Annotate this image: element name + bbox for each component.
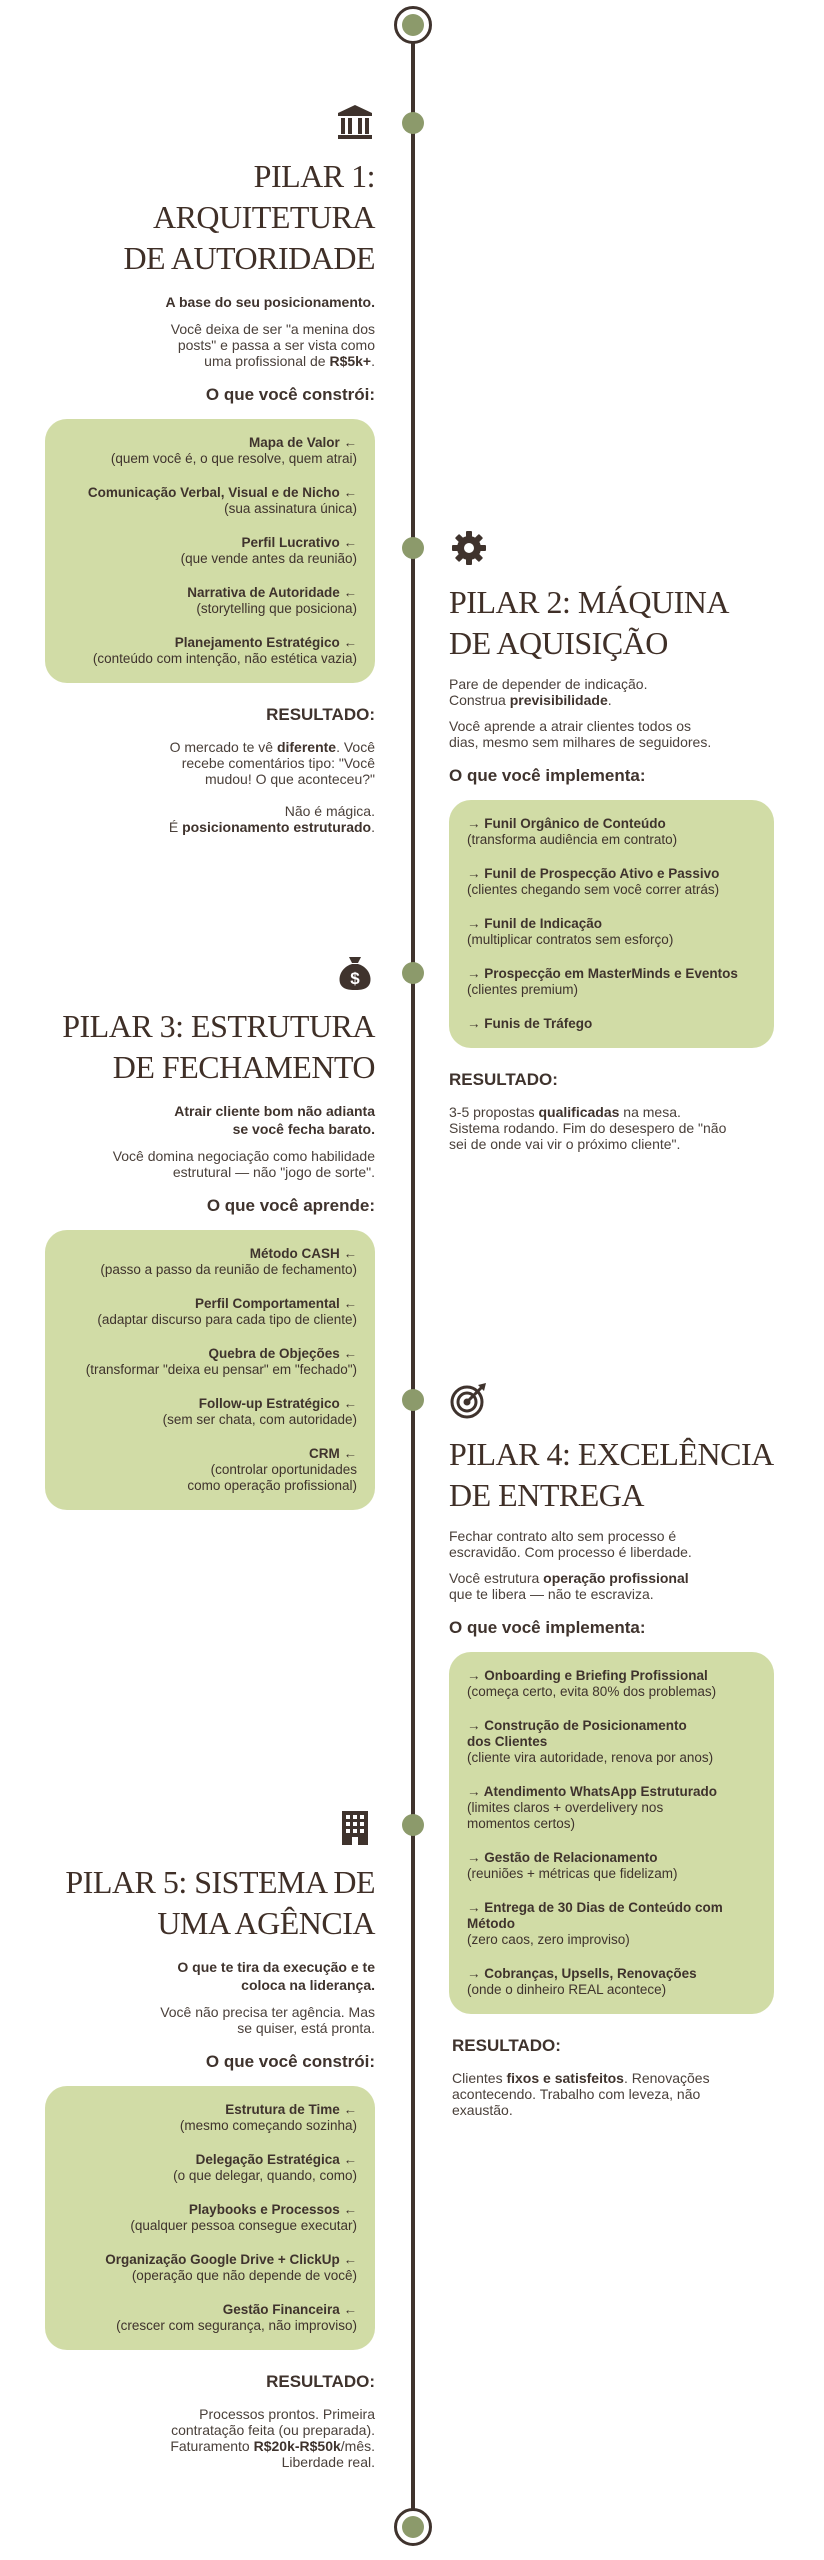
pillar-3-items-box	[45, 1230, 375, 1510]
item-name: → Prospecção em MasterMinds e Eventos	[467, 966, 738, 981]
pillar-1-title-line1: PILAR 1: ARQUITETURA	[152, 158, 375, 235]
pillar-5-title-line1: PILAR 5: SISTEMA DE	[65, 1864, 375, 1900]
item-name: → Entrega de 30 Dias de Conteúdo com Método	[467, 1900, 723, 1931]
pillar-4-title	[449, 1434, 774, 1516]
item-desc: (sem ser chata, com autoridade)	[162, 1412, 357, 1427]
item-desc: (transformar "deixa eu pensar" em "fechado")	[85, 1362, 357, 1377]
pillar-4-items-box	[449, 1652, 774, 2014]
item-name: → Funil de Prospecção Ativo e Passivo	[467, 866, 720, 881]
pillar-2-title-line1: PILAR 2: MÁQUINA	[449, 584, 729, 620]
list-item	[467, 1718, 756, 1766]
item-name: Planejamento Estratégico ←	[174, 635, 357, 650]
pillar-2-description-2: Você aprende a atrair clientes todos os dias, mesmo sem milhares de seguidores.	[449, 718, 712, 750]
money-bag-icon	[335, 952, 375, 992]
pillar-4-title-line2: DE ENTREGA	[449, 1477, 644, 1513]
bank-building-icon	[335, 102, 375, 142]
item-name: Método CASH ←	[249, 1246, 357, 1261]
pillar-3-subtitle: Atrair cliente bom não adianta se você fecha barato.	[174, 1103, 375, 1137]
desc-text: .	[607, 692, 612, 708]
pillar-1-result-text-2	[45, 803, 375, 835]
list-item	[63, 2202, 357, 2234]
item-name: → Funis de Tráfego	[467, 1016, 593, 1031]
pillar-5-description: Você não precisa ter agência. Mas se quiser, está pronta.	[160, 2004, 375, 2036]
item-name: Quebra de Objeções ←	[208, 1346, 357, 1361]
pillar-2	[449, 528, 774, 1152]
item-name: → Atendimento WhatsApp Estruturado	[467, 1784, 717, 1799]
item-name: → Construção de Posicionamento dos Clientes	[467, 1718, 687, 1749]
list-item	[63, 1396, 357, 1428]
item-name: Delegação Estratégica ←	[195, 2152, 357, 2167]
svg-text:$: $	[350, 969, 360, 988]
item-desc: (zero caos, zero improviso)	[467, 1932, 630, 1947]
item-desc: (storytelling que posiciona)	[196, 601, 357, 616]
office-building-icon	[335, 1808, 375, 1848]
pillar-1-title	[45, 156, 375, 279]
result-text: É	[168, 819, 183, 835]
result-text: na mesa. Sistema rodando. Fim do desespero de "não sei de onde vai vir o próximo cliente".	[449, 1104, 727, 1152]
pillar-4-description-1: Fechar contrato alto sem processo é escravidão. Com processo é liberdade.	[449, 1528, 692, 1560]
item-desc: (clientes premium)	[467, 982, 579, 997]
item-desc: (que vende antes da reunião)	[180, 551, 357, 566]
list-item	[63, 2302, 357, 2334]
item-name: Playbooks e Processos ←	[188, 2202, 357, 2217]
pillar-1-desc-price: R$5k+	[329, 353, 372, 369]
item-desc: (sua assinatura única)	[224, 501, 357, 516]
pillar-3	[45, 952, 375, 1510]
result-text: . Renovações acontecendo. Trabalho com leveza, não exaustão.	[452, 2070, 710, 2118]
pillar-4-result-heading: RESULTADO:	[452, 2036, 561, 2055]
item-name: Perfil Comportamental ←	[194, 1296, 357, 1311]
item-desc: (começa certo, evita 80% dos problemas)	[467, 1684, 717, 1699]
pillar-1-result-text-1	[45, 739, 375, 787]
item-desc: (limites claros + overdelivery nos momentos certos)	[467, 1800, 664, 1831]
pillar-1-description	[45, 321, 375, 369]
list-item	[467, 916, 756, 948]
timeline-dot-pillar4	[402, 1389, 424, 1411]
item-desc: (o que delegar, quando, como)	[173, 2168, 357, 2183]
timeline-dot-pillar1	[402, 112, 424, 134]
pillar-3-title-line1: PILAR 3: ESTRUTURA	[62, 1008, 375, 1044]
list-item	[467, 1016, 756, 1032]
item-desc: (cliente vira autoridade, renova por anos)	[467, 1750, 714, 1765]
item-desc: (qualquer pessoa consegue executar)	[130, 2218, 357, 2233]
item-desc: (controlar oportunidades como operação profissional)	[187, 1462, 357, 1493]
pillar-1-desc-end: .	[371, 353, 375, 369]
pillar-3-section-heading: O que você aprende:	[206, 1196, 375, 1215]
pillar-2-title	[449, 582, 774, 664]
item-desc: (operação que não depende de você)	[131, 2268, 357, 2283]
list-item	[63, 1246, 357, 1278]
timeline-dot-pillar3	[402, 962, 424, 984]
list-item	[467, 816, 756, 848]
timeline-dot-pillar5	[402, 1814, 424, 1836]
item-name: → Gestão de Relacionamento	[467, 1850, 658, 1865]
result-highlight: posicionamento estruturado	[182, 819, 372, 835]
item-desc: (onde o dinheiro REAL acontece)	[467, 1982, 667, 1997]
timeline-line	[411, 24, 415, 2526]
pillar-5-result-heading: RESULTADO:	[266, 2372, 375, 2391]
list-item	[63, 535, 357, 567]
list-item	[467, 1966, 756, 1998]
item-desc: (transforma audiência em contrato)	[467, 832, 678, 847]
pillar-3-description: Você domina negociação como habilidade estrutural — não "jogo de sorte".	[112, 1148, 375, 1180]
item-name: CRM ←	[309, 1446, 357, 1461]
list-item	[63, 2152, 357, 2184]
item-desc: (adaptar discurso para cada tipo de cliente)	[97, 1312, 357, 1327]
list-item	[63, 435, 357, 467]
timeline-end-node	[394, 2508, 432, 2546]
item-desc: (crescer com segurança, não improviso)	[116, 2318, 357, 2333]
item-name: Comunicação Verbal, Visual e de Nicho ←	[87, 485, 357, 500]
pillar-1-items-box	[45, 419, 375, 683]
pillar-1-desc-text: Você deixa de ser "a menina dos posts" e passa a ser vista como uma profissional de	[170, 321, 375, 369]
pillar-1	[45, 102, 375, 835]
item-name: → Funil Orgânico de Conteúdo	[467, 816, 666, 831]
item-name: Mapa de Valor ←	[248, 435, 357, 450]
pillar-4-section-heading: O que você implementa:	[449, 1618, 646, 1637]
list-item	[467, 1900, 756, 1948]
gear-icon	[449, 528, 489, 568]
pillar-5-title	[45, 1862, 375, 1944]
result-text: O mercado te vê	[169, 739, 277, 755]
pillar-5-subtitle: O que te tira da execução e te coloca na liderança.	[177, 1959, 375, 1993]
desc-highlight: previsibilidade	[509, 692, 608, 708]
item-name: Estrutura de Time ←	[225, 2102, 357, 2117]
result-text: 3-5 propostas	[449, 1104, 539, 1120]
result-highlight: R$20k-R$50k	[253, 2438, 341, 2454]
result-text: /mês. Liberdade real.	[281, 2438, 375, 2470]
pillar-5-result-text	[45, 2406, 375, 2470]
result-highlight: fixos e satisfeitos	[506, 2070, 624, 2086]
result-text: .	[371, 819, 375, 835]
pillar-2-title-line2: DE AQUISIÇÃO	[449, 625, 668, 661]
pillar-4	[449, 1380, 774, 2118]
pillar-4-result-text	[449, 2070, 774, 2118]
result-highlight: diferente	[276, 739, 337, 755]
pillar-2-items-box	[449, 800, 774, 1048]
list-item	[63, 1446, 357, 1494]
desc-text: Construa	[449, 692, 510, 708]
list-item	[467, 866, 756, 898]
item-name: Organização Google Drive + ClickUp ←	[105, 2252, 357, 2267]
list-item	[63, 1296, 357, 1328]
item-desc: (passo a passo da reunião de fechamento)	[100, 1262, 357, 1277]
pillar-2-section-heading: O que você implementa:	[449, 766, 646, 785]
item-desc: (quem você é, o que resolve, quem atrai)	[110, 451, 357, 466]
timeline-start-node	[394, 6, 432, 44]
item-name: Perfil Lucrativo ←	[241, 535, 357, 550]
item-name: Follow-up Estratégico ←	[198, 1396, 357, 1411]
list-item	[63, 2102, 357, 2134]
pillar-5-section-heading: O que você constrói:	[205, 2052, 375, 2071]
list-item	[63, 635, 357, 667]
item-desc: (multiplicar contratos sem esforço)	[467, 932, 674, 947]
item-desc: (conteúdo com intenção, não estética vazia)	[92, 651, 357, 666]
result-text: Não é mágica.	[284, 803, 375, 819]
pillar-5	[45, 1808, 375, 2470]
list-item	[63, 585, 357, 617]
pillar-1-subtitle: A base do seu posicionamento.	[165, 294, 375, 310]
list-item	[467, 966, 756, 998]
pillar-3-title-line2: DE FECHAMENTO	[112, 1049, 375, 1085]
item-desc: (mesmo começando sozinha)	[179, 2118, 357, 2133]
pillar-2-result-heading: RESULTADO:	[449, 1070, 558, 1089]
result-highlight: qualificadas	[538, 1104, 620, 1120]
pillar-1-title-line2: DE AUTORIDADE	[123, 240, 375, 276]
list-item	[467, 1784, 756, 1832]
result-text: Clientes	[452, 2070, 507, 2086]
item-name: Narrativa de Autoridade ←	[187, 585, 357, 600]
desc-highlight: operação profissional	[543, 1570, 689, 1586]
pillar-4-title-line1: PILAR 4: EXCELÊNCIA	[449, 1436, 774, 1472]
pillar-5-title-line2: UMA AGÊNCIA	[157, 1905, 375, 1941]
list-item	[63, 485, 357, 517]
desc-text: Você estrutura	[449, 1570, 544, 1586]
pillar-2-result-text	[449, 1104, 774, 1152]
item-desc: (clientes chegando sem você correr atrás)	[467, 882, 720, 897]
desc-text: Pare de depender de indicação.	[449, 676, 648, 692]
item-name: → Funil de Indicação	[467, 916, 603, 931]
item-desc: (reuniões + métricas que fidelizam)	[467, 1866, 678, 1881]
desc-text: que te libera — não te escraviza.	[449, 1586, 654, 1602]
timeline-dot-pillar2	[402, 537, 424, 559]
pillar-1-result-heading: RESULTADO:	[266, 705, 375, 724]
result-text: Processos prontos. Primeira contratação feita (ou preparada). Faturamento	[170, 2406, 375, 2454]
result-text: . Você recebe comentários tipo: "Você mudou! O que aconteceu?"	[181, 739, 375, 787]
pillar-5-items-box	[45, 2086, 375, 2350]
list-item	[63, 1346, 357, 1378]
item-name: → Onboarding e Briefing Profissional	[467, 1668, 708, 1683]
pillar-4-description-2	[449, 1570, 774, 1602]
item-name: → Cobranças, Upsells, Renovações	[467, 1966, 697, 1981]
item-name: Gestão Financeira ←	[222, 2302, 357, 2317]
pillar-3-title	[45, 1006, 375, 1088]
pillar-2-description-1	[449, 676, 774, 708]
list-item	[467, 1850, 756, 1882]
pillar-1-section-heading: O que você constrói:	[205, 385, 375, 404]
list-item	[63, 2252, 357, 2284]
list-item	[467, 1668, 756, 1700]
target-icon	[449, 1380, 489, 1420]
